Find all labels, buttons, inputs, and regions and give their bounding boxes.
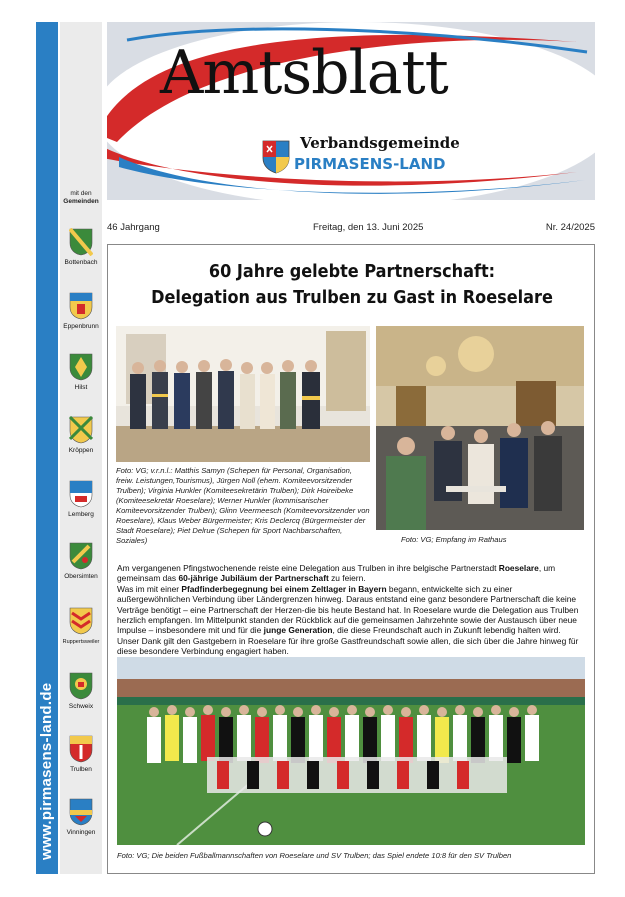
coat-of-arms-icon	[69, 353, 93, 381]
paragraph-1: Am vergangenen Pfingstwochenende reiste eine Delegation aus Trulben in ihre belgische Partnerstadt Roeselare, um gemeinsam das 60-jährige Jubiläum der Partnerschaft zu feiern.	[117, 563, 556, 584]
football-teams-photo	[117, 657, 585, 845]
municipality-kroeppen: Kröppen	[60, 416, 102, 454]
article-body	[117, 563, 587, 657]
coat-of-arms-icon	[69, 480, 93, 508]
photo-caption-reception: Foto: VG; Empfang im Rathaus	[401, 535, 507, 544]
district-coat-of-arms-icon	[262, 140, 290, 174]
article-headline: 60 Jahre gelebte Partnerschaft: Delegation aus Trulben zu Gast in Roeselare	[151, 262, 553, 308]
photo-caption-delegation: Foto: VG; v.r.n.l.: Matthis Samyn (Schepen für Personal, Organisation, freiw. Leistungen,Tourismus), Jürgen Noll (ehem. Komiteevorsitzender Trulben); Virginia Hunkler (Komiteesekretärin Trulben); Dirk Hoireibeke (Komiteesekretär Roeselare); Werner Hunkler (kommisarischer Komiteevorsitzender Trulben); Glinn Veermeesch (Komiteevorsitzender von Roeselare), Klaus Weber Bürgermeister; Kris Declercq (Bürgermeister der Stadt Roeselare); Piet Delrue (Schepen für Sport Nachbarschaften, Soziales)	[116, 466, 370, 545]
municipality-trulben: Trulben	[60, 735, 102, 773]
coat-of-arms-icon	[69, 735, 93, 763]
masthead-subtitle: Verbandsgemeinde	[300, 134, 460, 152]
municipality-ruppertsweiler: Ruppertsweiler	[60, 607, 102, 645]
municipality-schweix: Schweix	[60, 672, 102, 710]
paragraph-2: Was im mit einer Pfadfinderbegegnung bei einem Zeltlager in Bayern begann, entwickelte sich zu einer außergewöhnlichen Verbindung über Ländergrenzen hinweg. Daraus entstand eine ganz besondere Partnerschaft die keine Verträge benötigt – eine Partnerschaft der Herzen-die bis heute Bestand hat. In Roeselare wurde die Delegation aus Trulben herzlich empfangen. Im Mittelpunkt standen der Rückblick auf die gemeinsamen Jahrzehnte sowie der Austausch über neue Impulse – insbesondere mit und für die junge Generation, die diese Freundschaft auch in Zukunft lebendig halten wird.	[117, 583, 579, 636]
volume: 46 Jahrgang	[107, 222, 160, 233]
coat-of-arms-icon	[69, 416, 93, 444]
issue-date: Freitag, den 13. Juni 2025	[313, 222, 424, 233]
masthead-title: Amtsblatt	[160, 38, 448, 108]
delegation-photo	[116, 326, 370, 462]
sidebar-heading: mit den Gemeinden	[63, 190, 99, 205]
coat-of-arms-icon	[69, 292, 93, 320]
masthead-region: PIRMASENS-LAND	[294, 155, 446, 173]
coat-of-arms-icon	[69, 607, 93, 635]
municipality-obersimten: Obersimten	[60, 542, 102, 580]
paragraph-3: Unser Dank gilt den Gastgebern in Roeselare für ihre große Gastfreundschaft sowie allen, die sich über die Jahre hinweg für diese besondere Verbindung engagiert haben.	[117, 635, 579, 657]
coat-of-arms-icon	[69, 798, 93, 826]
coat-of-arms-icon	[69, 542, 93, 570]
article	[107, 244, 595, 874]
municipality-bottenbach: Bottenbach	[60, 228, 102, 266]
coat-of-arms-icon	[69, 672, 93, 700]
municipality-eppenbrunn: Eppenbrunn	[60, 292, 102, 330]
municipality-hilst: Hilst	[60, 353, 102, 391]
website-strip: www.pirmasens-land.de	[36, 22, 58, 874]
issue-number: Nr. 24/2025	[545, 222, 595, 233]
coat-of-arms-icon	[69, 228, 93, 256]
reception-photo	[376, 326, 584, 530]
municipality-lemberg: Lemberg	[60, 480, 102, 518]
municipality-vinningen: Vinningen	[60, 798, 102, 836]
photo-caption-football: Foto: VG; Die beiden Fußballmannschaften von Roeselare und SV Trulben; das Spiel endete 10:8 für den SV Trulben	[117, 851, 512, 860]
